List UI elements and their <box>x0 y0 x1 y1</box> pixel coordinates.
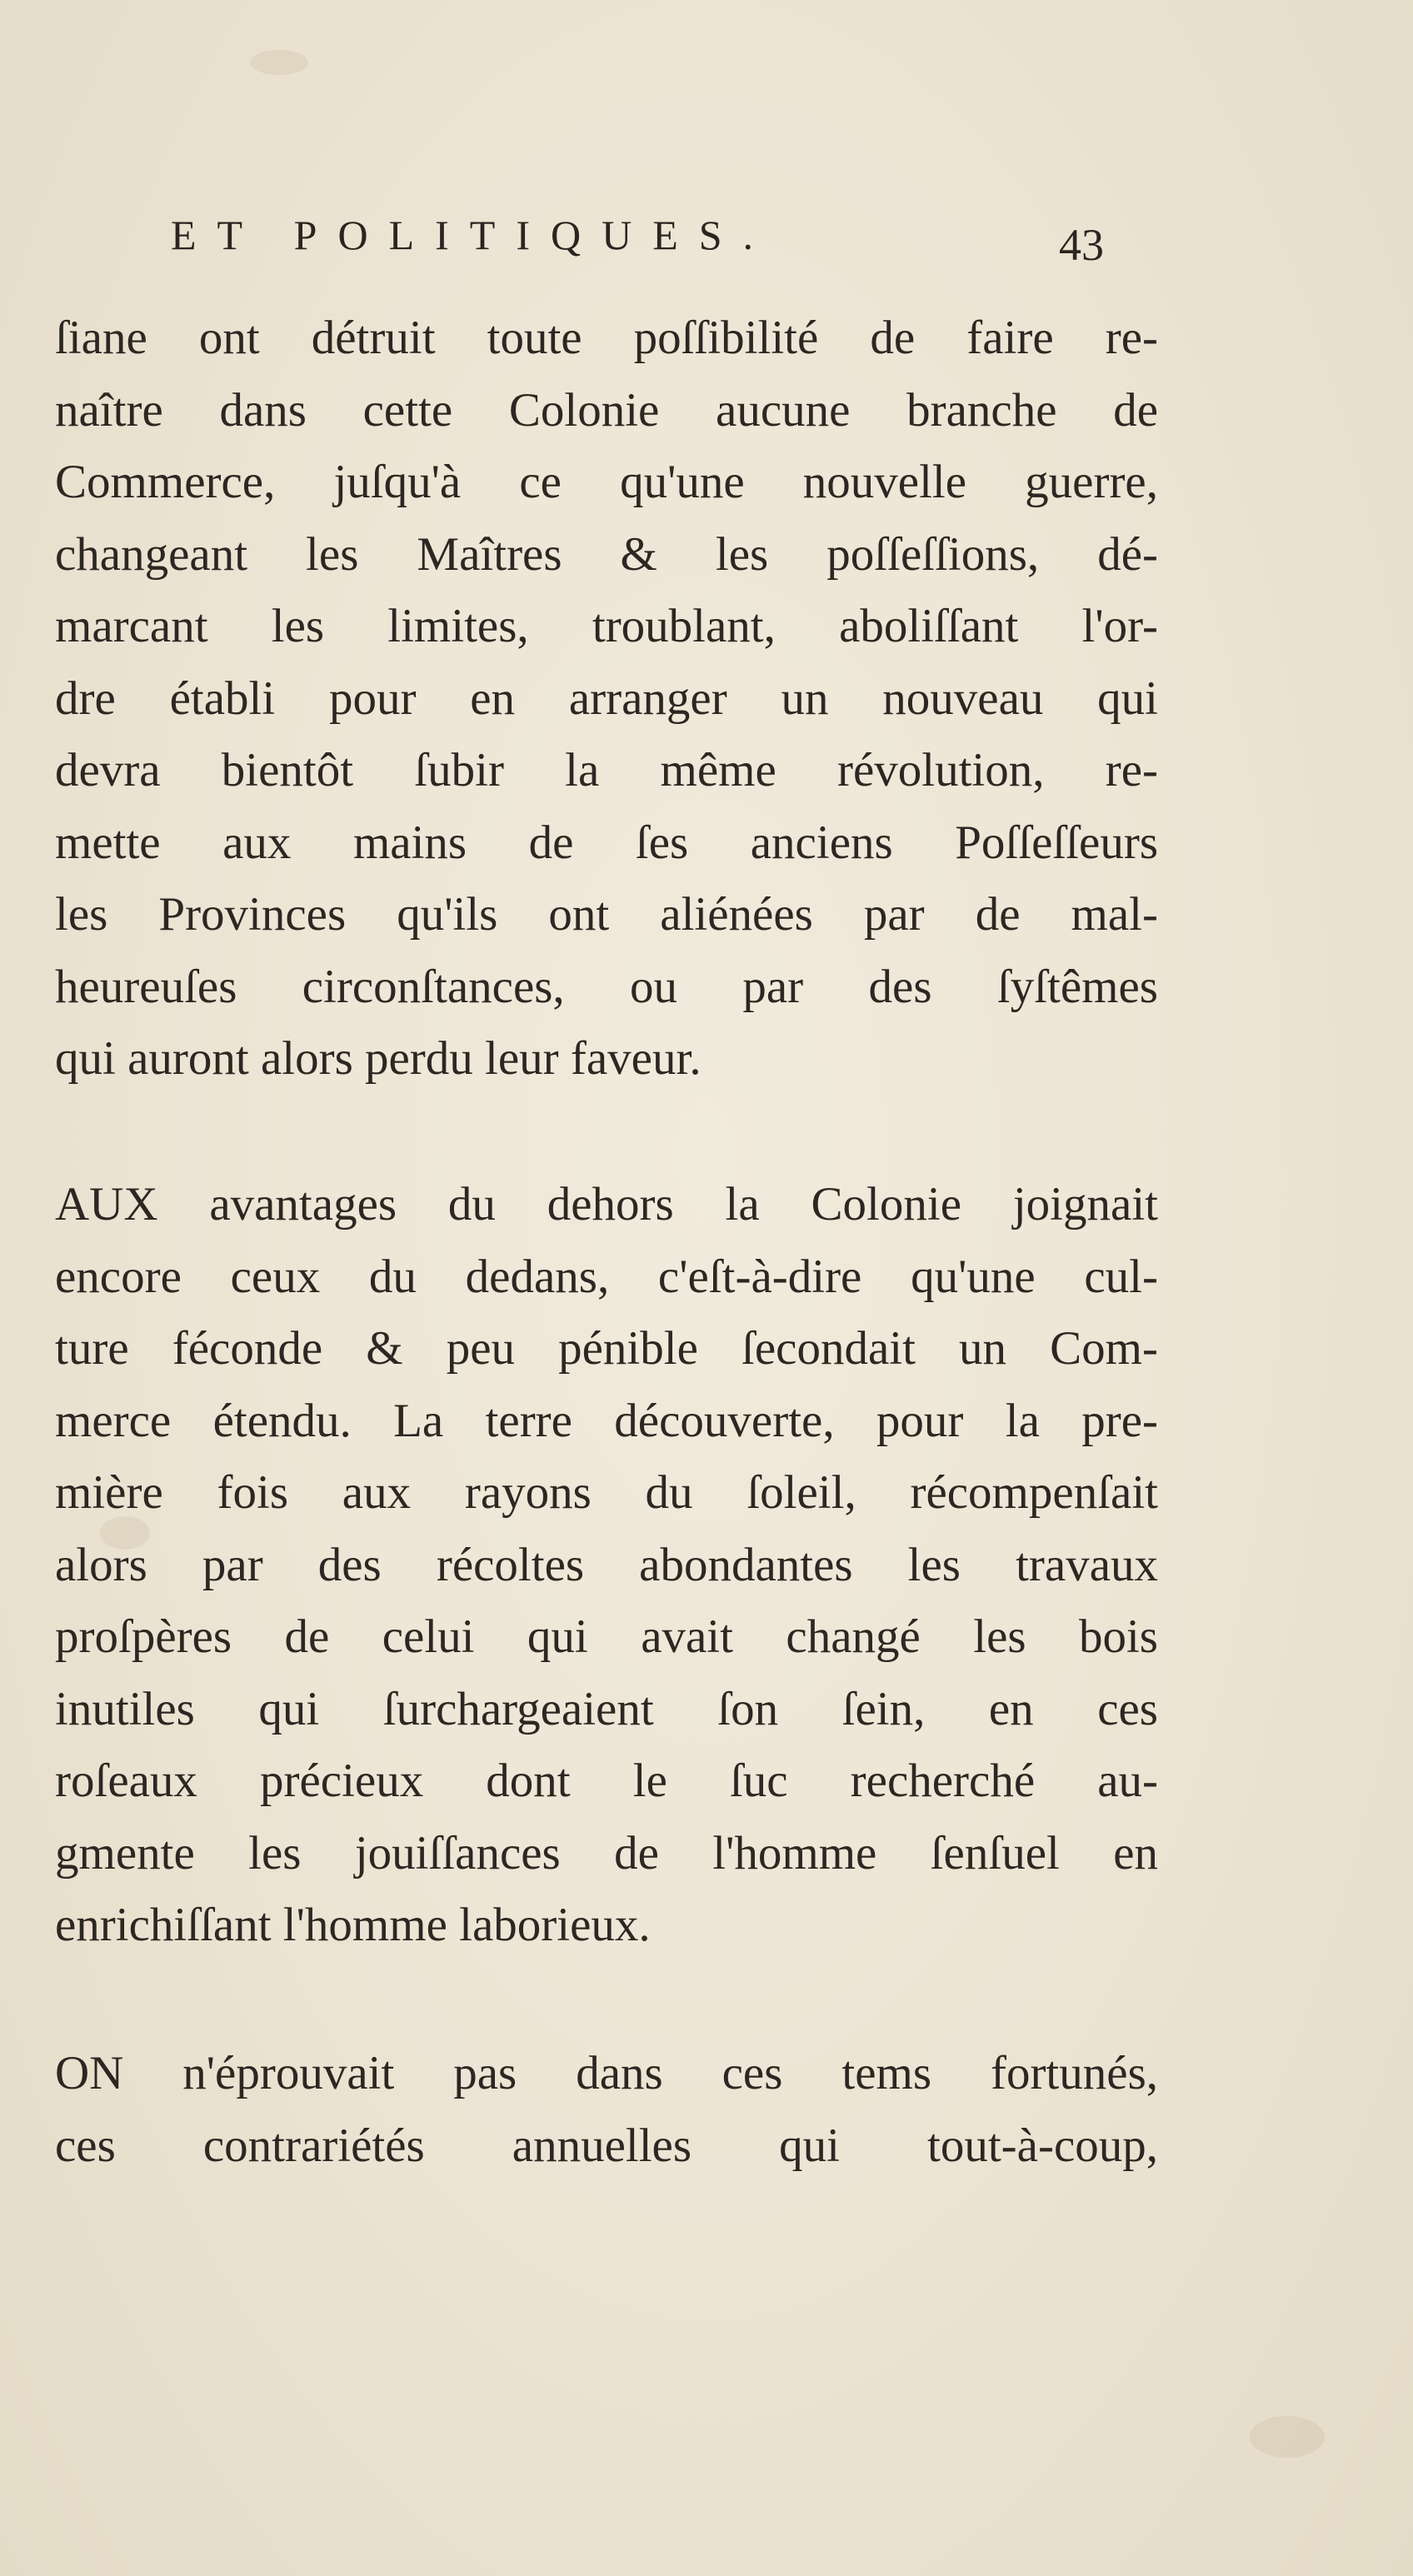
text-line: alors par des récoltes abondantes les travaux <box>55 1538 1158 1591</box>
text-line: changeant les Maîtres & les poſſeſſions, dé- <box>55 527 1158 581</box>
paper-stain <box>250 50 308 75</box>
text-line: heureuſes circonſtances, ou par des ſyſtêmes <box>55 960 1158 1013</box>
text-line: AUX avantages du dehors la Colonie joignait <box>55 1178 1158 1231</box>
text-line: marcant les limites, troublant, aboliſſant l'or- <box>55 600 1158 652</box>
text-line: devra bientôt ſubir la même révolution, re- <box>55 744 1158 796</box>
text-line: Commerce, juſqu'à ce qu'une nouvelle guerre, <box>55 456 1158 508</box>
text-line: qui auront alors perdu leur faveur. <box>55 1032 702 1085</box>
text-line: roſeaux précieux dont le ſuc recherché au- <box>55 1755 1158 1807</box>
text-line: mette aux mains de ſes anciens Poſſeſſeurs <box>55 816 1158 869</box>
text-line: mière fois aux rayons du ſoleil, récompenſait <box>55 1466 1158 1519</box>
text-line: enrichiſſant l'homme laborieux. <box>55 1899 651 1951</box>
text-line: gmente les jouiſſances de l'homme ſenſuel en <box>55 1826 1158 1880</box>
paragraph-1 <box>55 302 1158 1096</box>
text-line: ces contrariétés annuelles qui tout-à-coup, <box>55 2119 1158 2172</box>
page-number: 43 <box>1059 220 1104 270</box>
text-line: naître dans cette Colonie aucune branche de <box>55 383 1158 437</box>
text-line: dre établi pour en arranger un nouveau qui <box>55 671 1158 725</box>
text-line: ture féconde & peu pénible ſecondait un Com- <box>55 1322 1158 1375</box>
page-header <box>171 202 1104 268</box>
paragraph-2 <box>55 1169 1158 1962</box>
running-head: ET POLITIQUES. <box>171 212 775 258</box>
text-line: encore ceux du dedans, c'eſt-à-dire qu'une cul- <box>55 1250 1158 1303</box>
text-line: inutiles qui ſurchargeaient ſon ſein, en ces <box>55 1682 1158 1735</box>
text-line: ON n'éprouvait pas dans ces tems fortunés, <box>55 2047 1158 2099</box>
text-line: proſpères de celui qui avait changé les bois <box>55 1610 1158 1663</box>
paper-stain <box>1250 2416 1325 2458</box>
paragraph-3 <box>55 2038 1158 2182</box>
text-line: merce étendu. La terre découverte, pour la pre- <box>55 1394 1158 1447</box>
text-line: ſiane ont détruit toute poſſibilité de faire re- <box>55 312 1158 364</box>
text-line: les Provinces qu'ils ont aliénées par de mal- <box>55 888 1158 941</box>
